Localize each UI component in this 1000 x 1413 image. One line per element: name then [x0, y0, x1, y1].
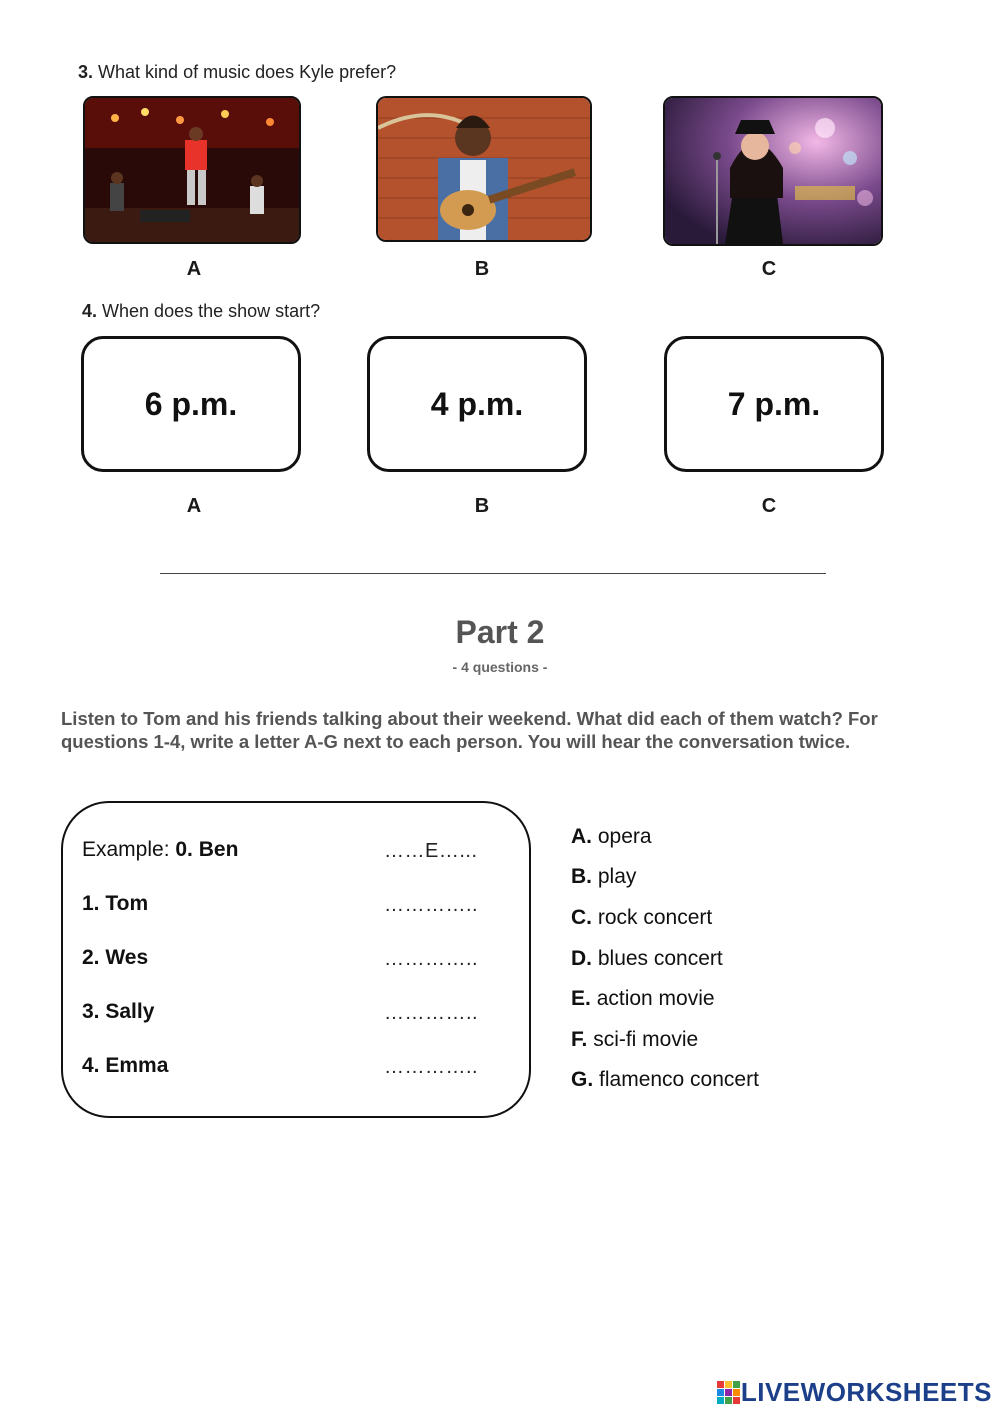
question-4-number: 4.: [82, 301, 98, 321]
choice-text: sci-fi movie: [593, 1028, 699, 1051]
answer-blank-1[interactable]: …………..: [384, 894, 479, 916]
choice-text: rock concert: [597, 906, 713, 929]
example-row: [82, 838, 238, 862]
person-row-emma: [82, 1054, 168, 1078]
example-answer: ……E…...: [384, 840, 478, 862]
choice-text: opera: [597, 825, 652, 848]
choice-letter: A.: [571, 825, 592, 848]
answer-blank-2[interactable]: …………..: [384, 948, 479, 970]
example-label: 0. Ben: [175, 838, 239, 861]
person-row-tom: [82, 892, 148, 916]
person-row-sally: [82, 1000, 154, 1024]
question-4-text: When does the show start?: [102, 301, 321, 321]
logo-grid-icon: [717, 1381, 741, 1405]
choice-text: blues concert: [597, 947, 723, 970]
option-a-letter: A: [186, 258, 202, 280]
option-c-time-box[interactable]: 7 p.m.: [664, 336, 884, 472]
choice-text: flamenco concert: [599, 1068, 759, 1091]
option-c-time-letter: C: [761, 495, 777, 517]
question-4-title: [82, 301, 320, 322]
question-3-number: 3.: [78, 62, 94, 82]
liveworksheets-logo[interactable]: [717, 1377, 992, 1408]
choice-text: action movie: [596, 987, 715, 1010]
option-a-time-letter: A: [186, 495, 202, 517]
question-3-text: What kind of music does Kyle prefer?: [98, 62, 397, 82]
person-label: 2. Wes: [82, 946, 149, 969]
choice-f: [571, 1028, 698, 1052]
part-2-title: Part 2: [455, 614, 545, 650]
option-c-photo-singer[interactable]: [663, 96, 883, 246]
logo-text: LIVEWORKSHEETS: [740, 1377, 992, 1407]
section-divider: [160, 573, 826, 574]
person-row-wes: [82, 946, 148, 970]
answer-blank-4[interactable]: …………..: [384, 1056, 479, 1078]
part-2-instructions: Listen to Tom and his friends talking about their weekend. What did each of them watch? For questions 1-4, write a letter A-G next to each person. You will hear the conversation twice.: [61, 708, 878, 752]
answer-blank-3[interactable]: …………..: [384, 1002, 479, 1024]
choice-b: [571, 865, 636, 889]
choice-e: [571, 987, 715, 1011]
person-label: 3. Sally: [82, 1000, 155, 1023]
choice-d: [571, 947, 723, 971]
option-b-time-letter: B: [474, 495, 490, 517]
choice-letter: B.: [571, 865, 592, 888]
option-a-photo-hiphop[interactable]: [83, 96, 301, 244]
choice-letter: C.: [571, 906, 592, 929]
choice-letter: G.: [571, 1068, 594, 1091]
choice-a: [571, 825, 652, 849]
person-label: 4. Emma: [82, 1054, 169, 1077]
person-label: 1. Tom: [82, 892, 149, 915]
choice-letter: D.: [571, 947, 592, 970]
option-b-time-box[interactable]: 4 p.m.: [367, 336, 587, 472]
choice-c: [571, 906, 712, 930]
choice-g: [571, 1068, 759, 1092]
choice-letter: E.: [571, 987, 591, 1010]
option-c-letter: C: [761, 258, 777, 280]
example-prefix: Example:: [82, 838, 176, 861]
option-a-time-box[interactable]: 6 p.m.: [81, 336, 301, 472]
option-b-photo-guitar[interactable]: [376, 96, 592, 242]
choice-letter: F.: [571, 1028, 588, 1051]
option-b-letter: B: [474, 258, 490, 280]
choice-text: play: [597, 865, 637, 888]
question-3-title: [78, 62, 396, 83]
part-2-subtitle: - 4 questions -: [452, 659, 548, 675]
